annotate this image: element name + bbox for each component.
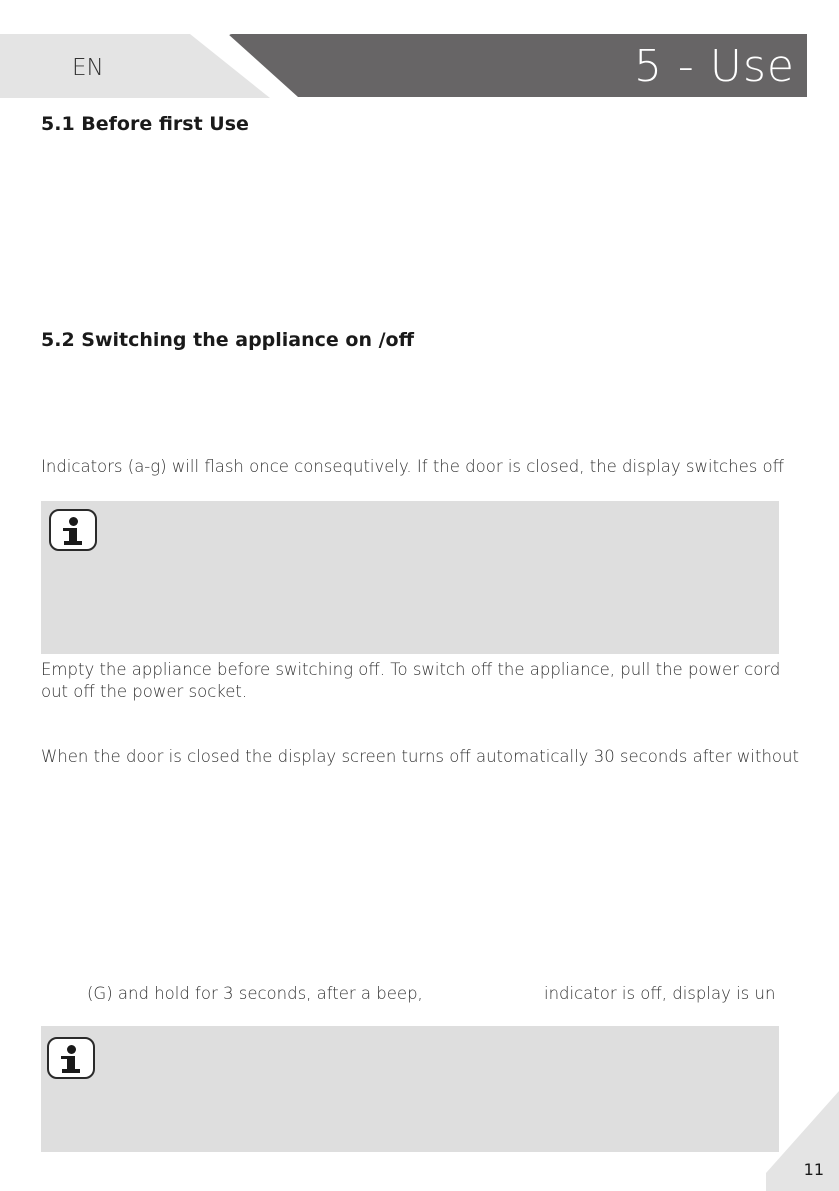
language-tab (0, 34, 270, 98)
section-heading-before-first-use: 5.1 Before first Use (41, 113, 249, 135)
language-label: EN (72, 55, 104, 81)
info-box-2 (41, 1026, 779, 1152)
display-paragraph: When the door is closed the display screen turns off automatically 30 seconds after without (41, 747, 799, 766)
indicators-paragraph: Indicators (a-g) will flash once consequtively. If the door is closed, the display switches off (41, 457, 785, 476)
switch-off-line-2: out off the power socket. (41, 682, 248, 701)
section-heading-switching: 5.2 Switching the appliance on /off (41, 329, 414, 351)
hold-text-left: (G) and hold for 3 seconds, after a beep, (87, 984, 423, 1003)
chapter-title: 5 - Use (633, 41, 795, 92)
switch-off-line-1: Empty the appliance before switching off. To switch off the appliance, pull the power cord (41, 660, 781, 679)
page-number: 11 (803, 1160, 824, 1179)
hold-text-right: indicator is off, display is un (544, 984, 776, 1003)
info-icon (49, 509, 97, 551)
info-box-1 (41, 501, 779, 654)
info-icon (47, 1037, 95, 1079)
